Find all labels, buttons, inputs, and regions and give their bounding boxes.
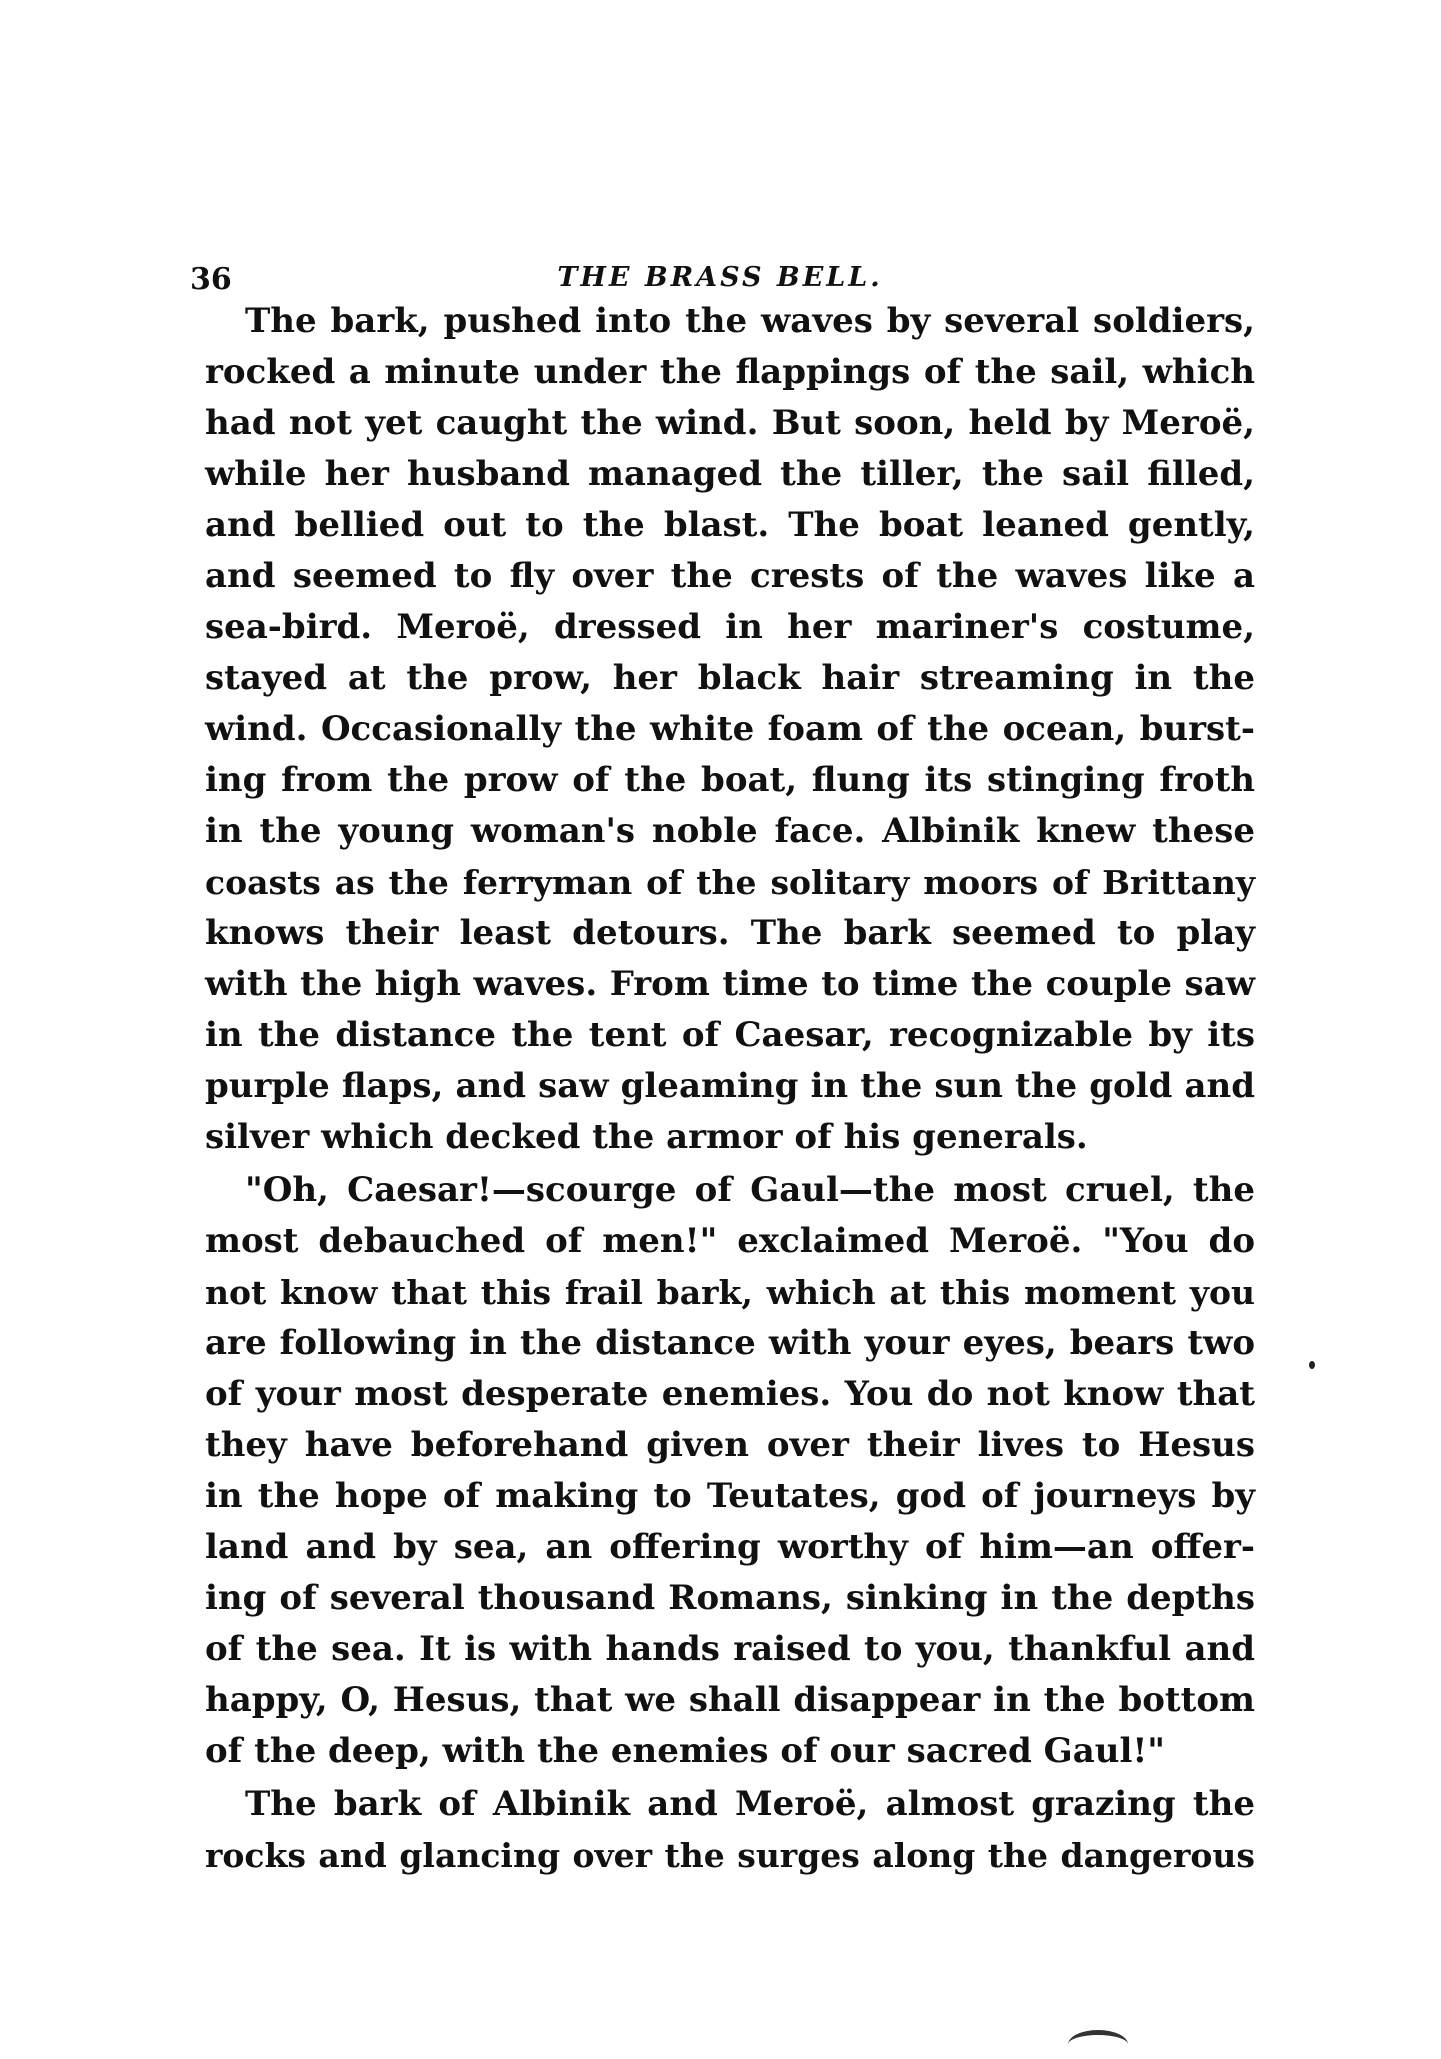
text-line: The bark, pushed into the waves by several soldiers, — [245, 301, 1255, 341]
text-line: rocked a minute under the flappings of the sail, which — [205, 352, 1255, 392]
text-line: rocks and glancing over the surges along the dangerous — [205, 1836, 1255, 1875]
text-line: are following in the distance with your eyes, bears two — [205, 1323, 1255, 1363]
text-line: ing from the prow of the boat, flung its stinging froth — [205, 760, 1255, 800]
text-line: ing of several thousand Romans, sinking in the depths — [205, 1578, 1255, 1618]
text-line: sea-bird. Meroë, dressed in her mariner's costume, — [205, 607, 1255, 647]
text-line: stayed at the prow, her black hair streaming in the — [205, 658, 1255, 698]
text-line: had not yet caught the wind. But soon, held by Meroë, — [205, 403, 1255, 443]
text-line: purple flaps, and saw gleaming in the sun the gold and — [205, 1066, 1255, 1106]
paragraph — [205, 1779, 1255, 1881]
text-line: not know that this frail bark, which at this moment you — [205, 1273, 1255, 1312]
body-text — [205, 296, 1255, 1881]
text-line: in the distance the tent of Caesar, recognizable by its — [205, 1015, 1255, 1055]
ink-speck — [1309, 1361, 1315, 1369]
paragraph — [205, 296, 1255, 1163]
paragraph — [205, 1165, 1255, 1777]
text-line: coasts as the ferryman of the solitary moors of Brittany — [205, 863, 1255, 902]
text-line: in the hope of making to Teutates, god of journeys by — [205, 1476, 1255, 1516]
text-line: while her husband managed the tiller, the sail filled, — [205, 454, 1255, 494]
text-line: happy, O, Hesus, that we shall disappear in the bottom — [205, 1680, 1255, 1720]
text-line: with the high waves. From time to time the couple saw — [205, 964, 1255, 1004]
text-line: silver which decked the armor of his generals. — [205, 1117, 1088, 1157]
text-line: and seemed to fly over the crests of the waves like a — [205, 556, 1255, 596]
text-line: of your most desperate enemies. You do not know that — [205, 1374, 1255, 1414]
text-line: of the deep, with the enemies of our sacred Gaul!" — [205, 1731, 1166, 1771]
running-title: THE BRASS BELL. — [557, 262, 883, 293]
text-line: "Oh, Caesar!—scourge of Gaul—the most cruel, the — [245, 1170, 1255, 1210]
text-line: of the sea. It is with hands raised to you, thankful and — [205, 1629, 1255, 1669]
text-line: land and by sea, an offering worthy of him—an offer- — [205, 1527, 1255, 1567]
page-number: 36 — [190, 262, 232, 297]
text-line: most debauched of men!" exclaimed Meroë. "You do — [205, 1221, 1255, 1261]
catchword-fragment — [1068, 2030, 1128, 2059]
text-line: knows their least detours. The bark seemed to play — [205, 913, 1255, 953]
text-line: wind. Occasionally the white foam of the ocean, burst- — [205, 709, 1255, 749]
text-line: and bellied out to the blast. The boat leaned gently, — [205, 505, 1255, 545]
text-line: in the young woman's noble face. Albinik knew these — [205, 811, 1255, 851]
text-line: they have beforehand given over their lives to Hesus — [205, 1425, 1255, 1465]
text-line: The bark of Albinik and Meroë, almost grazing the — [245, 1784, 1255, 1824]
